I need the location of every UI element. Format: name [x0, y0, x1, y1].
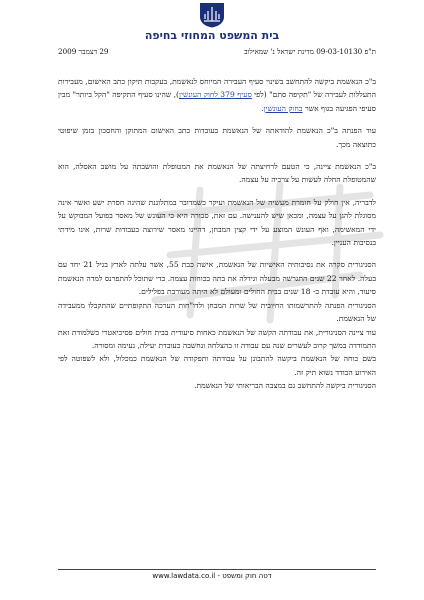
paragraph-admission: עוד הפנתה ב"כ הנאשמת להודאתה של הנאשמת בעובדות כתב האישום המתוקן והחסכון בזמן שיפוטי כתוצאה מכך.: [58, 126, 376, 149]
paragraph-health: הסניגורית ביקשה להתחשב גם במצבה הבריאותי של הנאשמת.: [194, 381, 376, 391]
state-emblem-icon: [197, 2, 227, 28]
court-title: בית המשפט המחוזי בחיפה: [144, 29, 280, 42]
case-number: ת"פ 09-03-10130 מדינת ישראל נ' שמאילוב: [244, 47, 376, 56]
paragraph-reason: ב"כ הנאשמת ציינה, כי הטעם לרחיצתה של הנאשמת את המטופלת והושבתה על מושב האסלה, הוא שהמטופלת החלה לעשות על צרכיה על עצמה.: [58, 162, 376, 185]
case-date: 29 דצמבר 2009: [58, 47, 109, 56]
paragraph-work-history: עוד ציינה הסניגורית, את עבודתה הקשה של הנאשמת כאחות סיעודית בבית חולים פסיכיאטרי כשלמודת זאת התמודדה במשך קרוב לעשרים שנה עם עבודה זו בהצלחה ונחשבה כעובדת יעילה, נעימה ומסורה.: [58, 327, 376, 350]
paragraph-personal-circumstances: הסניגורית סקרה את נסיבותיה האישיות של הנאשמת, אישה כבת 55, אשר עלתה לארץ בגיל 21 יחד עם בעלה. לאחר 22 שנים התגרשה מבעלה וגידלה את בתה בכוחות עצמה. כדי שתוכל להתפרנס למדה הנאשמת סיעוד, והיא עובדת כ- 18 שנים בבית החולים ומעולם לא היתה מעורבת בפלילים.: [58, 260, 376, 297]
penal-code-link[interactable]: בחוק העונשין: [263, 103, 303, 113]
document-body: [58, 75, 376, 560]
case-meta-row: [58, 47, 376, 59]
paragraph-defense-section: ב"כ הנאשמת ביקשה להתחשב בשינוי סעיף העבירה המיוחס לנאשמת, בעקבות תיקון כתב האישום, מעבירות התעללות לעבירה של "תקיפה סתם" (לפי סעיף 379 לחוק העונשין), שהינו סעיף התקיפה "הקל ביותר" מבין סעיפי הפגיעה בגוף אשר בחוק העונשין.: [58, 77, 376, 113]
paragraph-overall-request: בשם כוחה של הנאשמת ביקשה להתבונן על עבודתה ותפקודה של הנאשמת כמכלול, ולא לשפוטה לפי האירוע הבודד נשוא תיק זה.: [58, 354, 376, 377]
footer-source: דטה חוק ומשפט - www.lawdata.co.il: [152, 572, 272, 580]
paragraph-probation-report: הסניגורית הפנתה להתרשמותו החיובית של שרות המבחן ולדו"חות הערכה התקופתיים שהתקבלו ממעבידה של הנאשמת.: [58, 300, 376, 324]
paragraph-severity: לדבריה, אין חולק על חומרת מעשיה של הנאשמת ועיקר כשמדובר במתלוננת שהינה חסרת ישע ואשר אינה מסוגלת להגן על עצמה, ומכאן שיש להענישה. עם זאת, סבורה היא כי העונש של מאסר בפועל המבוקש על ידי המאשימה, ואף העונש המוצע על ידי קצין המבחן, דהיינו מאסר שירוצה בעבודות שרות, אינו מידתי בנסיבות העניין.: [58, 197, 376, 248]
penal-code-section-379-link[interactable]: סעיף 379 לחוק העונשין: [179, 90, 252, 100]
footer-divider: [58, 569, 376, 570]
